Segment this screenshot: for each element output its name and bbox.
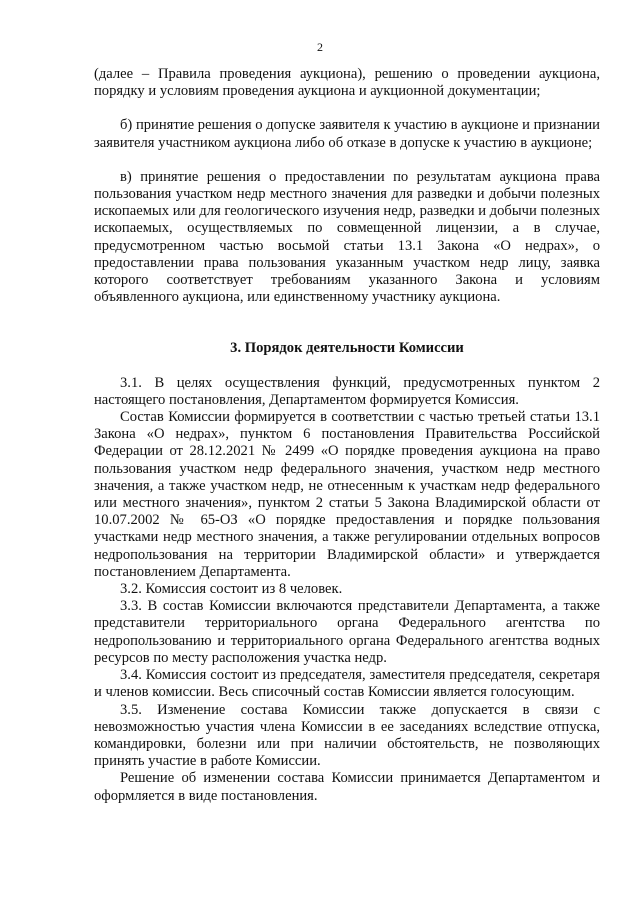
- page-number: 2: [317, 40, 323, 54]
- paragraph-item-v: в) принятие решения о предоставлении по результатам аукциона права пользования участком недр местного значения для разведки и добычи полезных ископаемых или для геологического изучения недр, разведки и добычи полезных ископаемых, осуществляемых по совмещенной лицензии, а в случае, предусмотренном частью восьмой статьи 13.1 Закона «О недрах», о предоставлении права пользования указанным участком недр лицу, заявка которого соответствует требованиям указанного Закона и условиям объявленного аукциона, или единственному участнику аукциона.: [94, 168, 600, 306]
- paragraph-3-1: 3.1. В целях осуществления функций, предусмотренных пунктом 2 настоящего постановления, Департаментом формируется Комиссия.: [94, 374, 600, 408]
- paragraph-commission-composition: Состав Комиссии формируется в соответствии с частью третьей статьи 13.1 Закона «О недрах», пунктом 6 постановления Правительства Российской Федерации от 28.12.2021 № 2499 «О порядке проведения аукциона на право пользования участком недр федерального значения, участком недр местного значения, а также участком недр, не отнесенным к участкам недр федерального или местного значения», пунктом 2 статьи 5 Закона Владимирской области от 10.07.2002 № 65-ОЗ «О порядке предоставления и порядке пользования участками недр местного значения, а также регулировании отдельных вопросов недропользования на территории Владимирской области» и утверждается постановлением Департамента.: [94, 409, 600, 580]
- paragraph-continuation: (далее – Правила проведения аукциона), решению о проведении аукциона, порядку и условиям проведения аукциона и аукционной документации;: [94, 66, 600, 100]
- paragraph-3-5: 3.5. Изменение состава Комиссии также допускается в связи с невозможностью участия члена Комиссии в ее заседаниях вследствие отпуска, командировки, болезни или при наличии обстоятельств, не позволяющих принять участие в работе Комиссии.: [94, 701, 600, 770]
- document-body: [94, 66, 600, 805]
- paragraph-change-decision: Решение об изменении состава Комиссии принимается Департаментом и оформляется в виде постановления.: [94, 770, 600, 804]
- paragraph-3-4: 3.4. Комиссия состоит из председателя, заместителя председателя, секретаря и членов комиссии. Весь списочный состав Комиссии является голосующим.: [94, 667, 600, 701]
- paragraph-item-b: б) принятие решения о допуске заявителя к участию в аукционе и признании заявителя участником аукциона либо об отказе в допуске к участию в аукционе;: [94, 117, 600, 151]
- paragraph-3-3: 3.3. В состав Комиссии включаются представители Департамента, а также представители территориального органа Федерального агентства по недропользованию и территориального органа Федерального агентства водных ресурсов по месту расположения участка недр.: [94, 598, 600, 666]
- paragraph-3-2: 3.2. Комиссия состоит из 8 человек.: [120, 581, 343, 598]
- section-heading: 3. Порядок деятельности Комиссии: [230, 340, 464, 357]
